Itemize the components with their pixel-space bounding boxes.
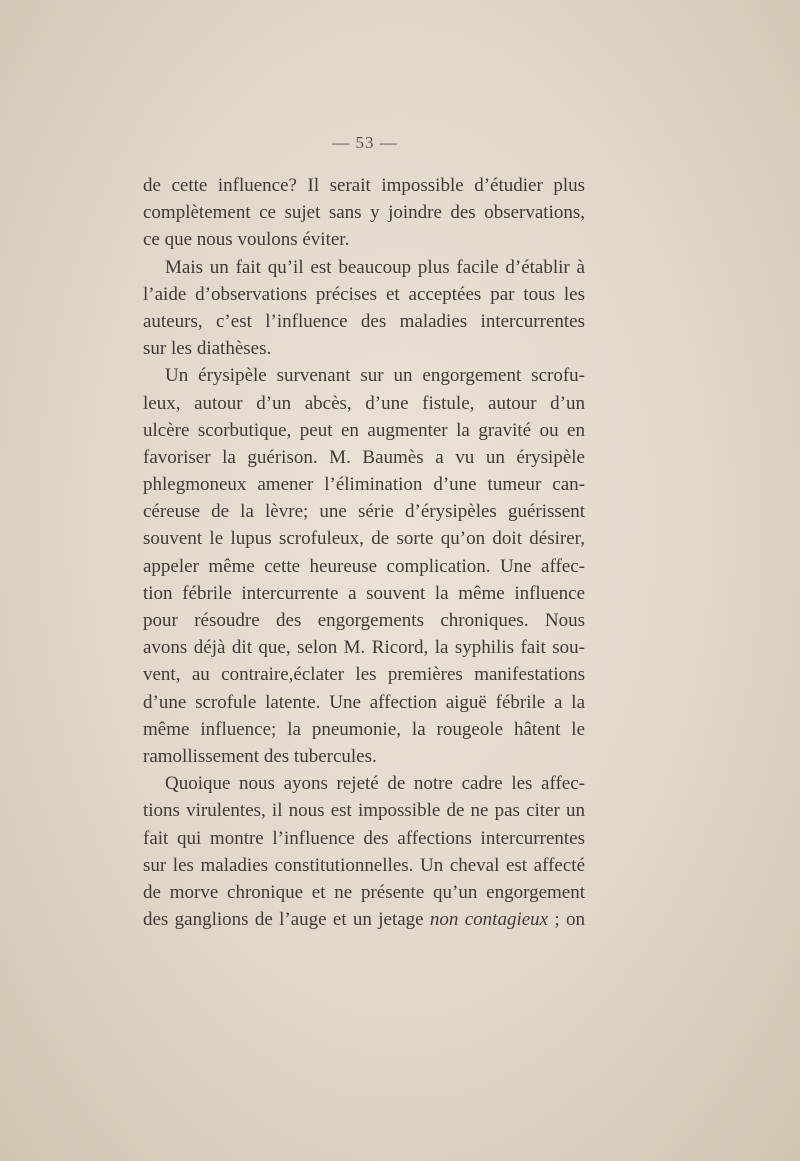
text-line: même influence; la pneumonie, la rougeole hâtent le	[143, 718, 585, 740]
text-line: tion fébrile intercurrente a souvent la même influence	[143, 582, 585, 604]
text-line: Quoique nous ayons rejeté de notre cadre les affec-	[165, 773, 585, 795]
text-line: de morve chronique et ne présente qu’un engorgement	[143, 881, 585, 903]
text-line: pour résoudre des engorgements chroniques. Nous	[143, 610, 585, 631]
text-line: leux, autour d’un abcès, d’une fistule, autour d’un	[143, 392, 585, 414]
body-text	[143, 172, 585, 933]
text-line: souvent le lupus scrofuleux, de sorte qu’on doit désirer,	[143, 528, 585, 550]
text-line: sur les diathèses.	[143, 338, 272, 360]
text-line: ramollissement des tubercules.	[143, 745, 377, 767]
text-line: de cette influence? Il serait impossible d’étudier plus	[143, 175, 585, 196]
text-line: phlegmoneux amener l’élimination d’une tumeur can-	[143, 474, 585, 496]
text-line: auteurs, c’est l’influence des maladies intercurrentes	[143, 310, 585, 332]
text-line: ce que nous voulons éviter.	[143, 229, 350, 251]
page-number: — 53 —	[332, 133, 398, 152]
text-line-segment: ; on	[548, 909, 586, 931]
text-line	[143, 906, 585, 933]
text-line: céreuse de la lèvre; une série d’érysipèles guérissent	[143, 501, 585, 523]
text-line: complètement ce sujet sans y joindre des observations,	[143, 202, 585, 224]
italic-phrase: non contagieux	[429, 909, 549, 931]
text-line: d’une scrofule latente. Une affection aiguë fébrile a la	[143, 691, 585, 713]
text-line: Un érysipèle survenant sur un engorgement scrofu-	[165, 365, 585, 387]
text-line: ulcère scorbutique, peut en augmenter la gravité ou en	[143, 419, 585, 441]
text-line: sur les maladies constitutionnelles. Un cheval est affecté	[143, 854, 585, 876]
text-line-segment: des ganglions de l’auge et un jetage	[143, 909, 424, 931]
text-line: fait qui montre l’influence des affections intercurrentes	[143, 827, 585, 849]
text-line: appeler même cette heureuse complication. Une affec-	[143, 555, 585, 577]
text-line: vent, au contraire,éclater les premières manifestations	[143, 664, 585, 686]
text-line: Mais un fait qu’il est beaucoup plus facile d’établir à	[165, 256, 585, 278]
text-line: favoriser la guérison. M. Baumès a vu un érysipèle	[143, 446, 585, 468]
text-line: tions virulentes, il nous est impossible de ne pas citer un	[143, 800, 585, 822]
text-line: avons déjà dit que, selon M. Ricord, la syphilis fait sou-	[143, 637, 585, 659]
text-line: l’aide d’observations précises et acceptées par tous les	[143, 283, 585, 305]
